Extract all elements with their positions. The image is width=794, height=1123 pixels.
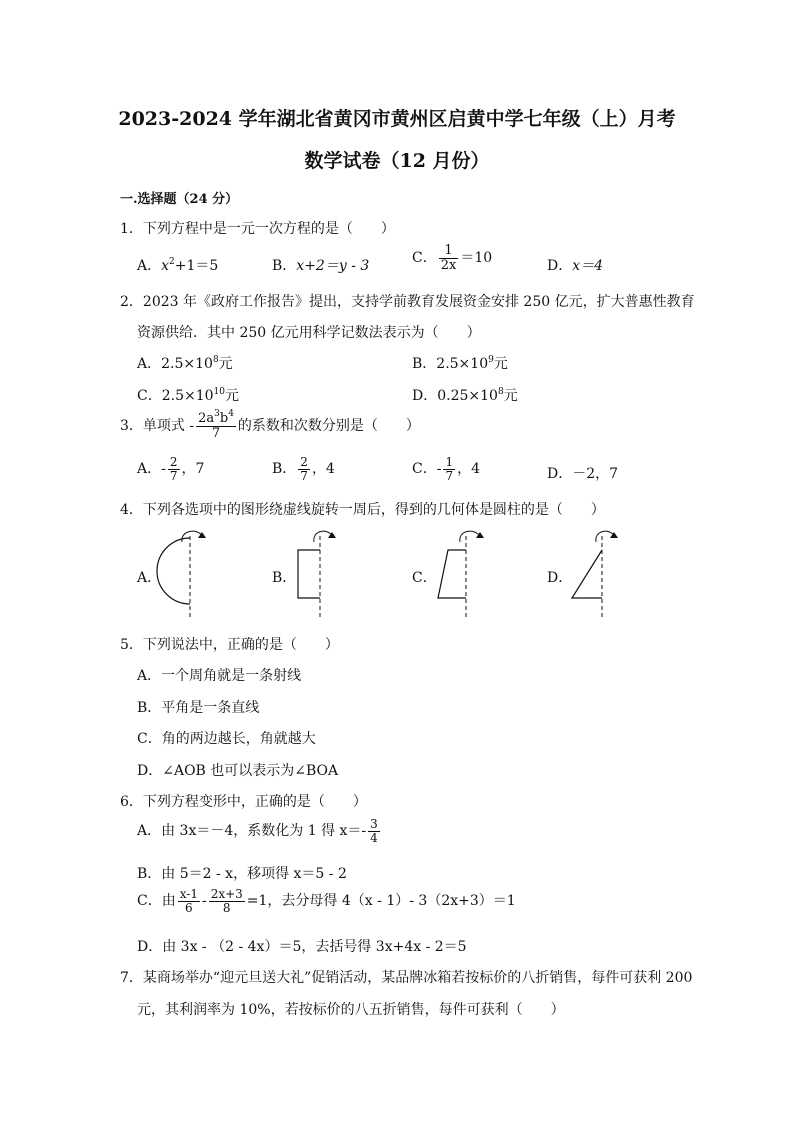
q2-option-b[interactable] xyxy=(412,353,508,373)
question-5-stem: 5．下列说法中，正确的是（ ） xyxy=(120,637,339,653)
stem-suffix: 的系数和次数分别是（ ） xyxy=(237,418,420,435)
q6-option-a[interactable] xyxy=(137,818,382,844)
option-text: x＝4 xyxy=(572,258,604,274)
option-label: B． xyxy=(272,461,297,478)
q1-option-d[interactable] xyxy=(547,255,603,275)
q6-option-c[interactable] xyxy=(137,888,516,914)
q4-option-d-label[interactable]: D． xyxy=(547,570,573,586)
fraction xyxy=(168,456,180,482)
unit: 元 xyxy=(218,356,233,372)
var-x: x xyxy=(161,258,170,274)
question-2-stem-line2: 资源供给．其中 250 亿元用科学记数法表示为（ ） xyxy=(137,325,481,341)
option-text: A．由 3x＝－4，系数化为 1 得 x＝- xyxy=(137,823,367,840)
exponent-a: 3 xyxy=(214,409,220,419)
q4-option-a-label[interactable]: A． xyxy=(137,570,162,586)
section-heading: 一.选择题（24 分） xyxy=(120,192,239,207)
fraction xyxy=(439,244,459,272)
monomial-fraction xyxy=(196,409,236,441)
exponent: 8 xyxy=(212,355,219,365)
option-text: －2，7 xyxy=(572,466,619,482)
q4-figure-c-trapezoid xyxy=(428,526,492,622)
fraction xyxy=(298,456,310,482)
question-1-stem: 1．下列方程中是一元一次方程的是（ ） xyxy=(120,221,395,237)
q5-option-c[interactable]: C．角的两边越长，角就越大 xyxy=(137,731,316,747)
option-label: A． xyxy=(137,258,162,274)
option-label: B． xyxy=(272,258,297,274)
option-text: x+2＝y - 3 xyxy=(296,258,370,274)
option-label: D． xyxy=(412,388,438,404)
q6-option-b[interactable]: B．由 5＝2 - x，移项得 x＝5 - 2 xyxy=(137,866,347,882)
numerator: 2 xyxy=(169,455,178,469)
q3-option-c[interactable] xyxy=(412,456,480,482)
question-7-stem-line1: 7．某商场举办“迎元旦送大礼”促销活动，某品牌冰箱若按标价的八折销售，每件可获利 200 xyxy=(120,970,693,986)
exponent: 2 xyxy=(169,257,175,267)
exponent: 8 xyxy=(497,387,504,397)
numerator: 1 xyxy=(445,455,454,469)
numerator: 1 xyxy=(439,244,459,259)
var-b: b xyxy=(219,411,229,426)
numerator: 2 xyxy=(300,455,308,469)
question-6-stem: 6．下列方程变形中，正确的是（ ） xyxy=(120,794,367,810)
coef-a: 2a xyxy=(198,411,215,426)
q4-option-b-label[interactable]: B． xyxy=(272,570,297,586)
fraction xyxy=(443,456,455,482)
base: 2.5×10 xyxy=(161,388,214,404)
denominator: 7 xyxy=(211,425,221,441)
numerator: x-1 xyxy=(179,887,198,901)
q2-option-d[interactable] xyxy=(412,385,518,405)
sign: - xyxy=(436,461,442,478)
base: 2.5×10 xyxy=(161,356,213,372)
question-7-stem-line2: 元，其利润率为 10%，若按标价的八五折销售，每件可获利（ ） xyxy=(137,1002,565,1018)
q3-option-a[interactable] xyxy=(137,456,204,482)
option-label: C．由 xyxy=(137,893,176,910)
q5-option-b[interactable]: B．平角是一条直线 xyxy=(137,700,260,716)
unit: 元 xyxy=(224,388,239,404)
option-rest: ，4 xyxy=(457,461,481,478)
operator: - xyxy=(201,893,207,910)
q4-figure-b-rectangle xyxy=(290,526,350,622)
unit: 元 xyxy=(493,356,508,372)
fraction-2 xyxy=(209,888,245,914)
option-label: B． xyxy=(412,356,437,372)
q3-option-d[interactable] xyxy=(547,463,618,483)
denominator: 7 xyxy=(300,468,308,483)
q4-figure-d-triangle xyxy=(568,526,628,622)
fraction xyxy=(368,818,380,844)
exponent-b: 4 xyxy=(228,409,234,419)
option-label: D． xyxy=(547,466,573,482)
q1-option-a[interactable] xyxy=(137,255,218,275)
q6-option-d[interactable]: D．由 3x - （2 - 4x）＝5，去括号得 3x+4x - 2＝5 xyxy=(137,939,467,955)
exam-title-line2: 数学试卷（12 月份） xyxy=(304,150,490,172)
exam-title-line1: 2023-2024 学年湖北省黄冈市黄州区启黄中学七年级（上）月考 xyxy=(118,108,676,130)
denominator: 8 xyxy=(222,900,231,915)
denominator: 2x xyxy=(440,257,457,273)
expression-rest: +1＝5 xyxy=(174,258,219,274)
denominator: 7 xyxy=(169,468,178,483)
question-2-stem-line1: 2．2023 年《政府工作报告》提出，支持学前教育发展资金安排 250 亿元，扩大普惠性教育 xyxy=(120,294,695,310)
q2-option-a[interactable] xyxy=(137,353,233,373)
option-label: A． xyxy=(137,461,162,478)
expression-rest: ＝10 xyxy=(460,250,493,267)
option-rest: ，7 xyxy=(181,461,205,478)
q2-option-c[interactable] xyxy=(137,385,239,405)
exponent: 9 xyxy=(488,355,494,365)
numerator: 2x+3 xyxy=(210,887,243,901)
stem-prefix: 3．单项式 - xyxy=(120,418,195,435)
question-3-stem xyxy=(120,409,420,441)
sign: - xyxy=(161,461,166,478)
question-4-stem: 4．下列各选项中的图形绕虚线旋转一周后，得到的几何体是圆柱的是（ ） xyxy=(120,502,605,518)
option-label: C． xyxy=(412,250,437,267)
option-rest: =1，去分母得 4（x - 1）- 3（2x+3）＝1 xyxy=(246,893,516,910)
q1-option-c[interactable] xyxy=(412,244,492,272)
option-label: A． xyxy=(137,356,162,372)
option-rest: ，4 xyxy=(311,461,335,478)
unit: 元 xyxy=(503,388,518,404)
numerator: 3 xyxy=(370,817,378,831)
base: 2.5×10 xyxy=(436,356,489,372)
exponent: 10 xyxy=(213,387,225,397)
q1-option-b[interactable] xyxy=(272,255,369,275)
denominator: 4 xyxy=(370,830,378,845)
fraction-1 xyxy=(178,888,200,914)
option-label: C． xyxy=(412,461,437,478)
numerator xyxy=(196,409,236,427)
q5-option-d[interactable]: D．∠AOB 也可以表示为∠BOA xyxy=(137,763,339,779)
q5-option-a[interactable]: A．一个周角就是一条射线 xyxy=(137,668,302,684)
q3-option-b[interactable] xyxy=(272,456,335,482)
q4-figure-a-semicircle xyxy=(150,526,220,622)
option-label: C． xyxy=(137,388,162,404)
option-label: D． xyxy=(547,258,573,274)
base: 0.25×10 xyxy=(437,388,498,404)
q4-option-c-label[interactable]: C． xyxy=(412,570,437,586)
denominator: 6 xyxy=(185,900,193,915)
denominator: 7 xyxy=(445,468,454,483)
